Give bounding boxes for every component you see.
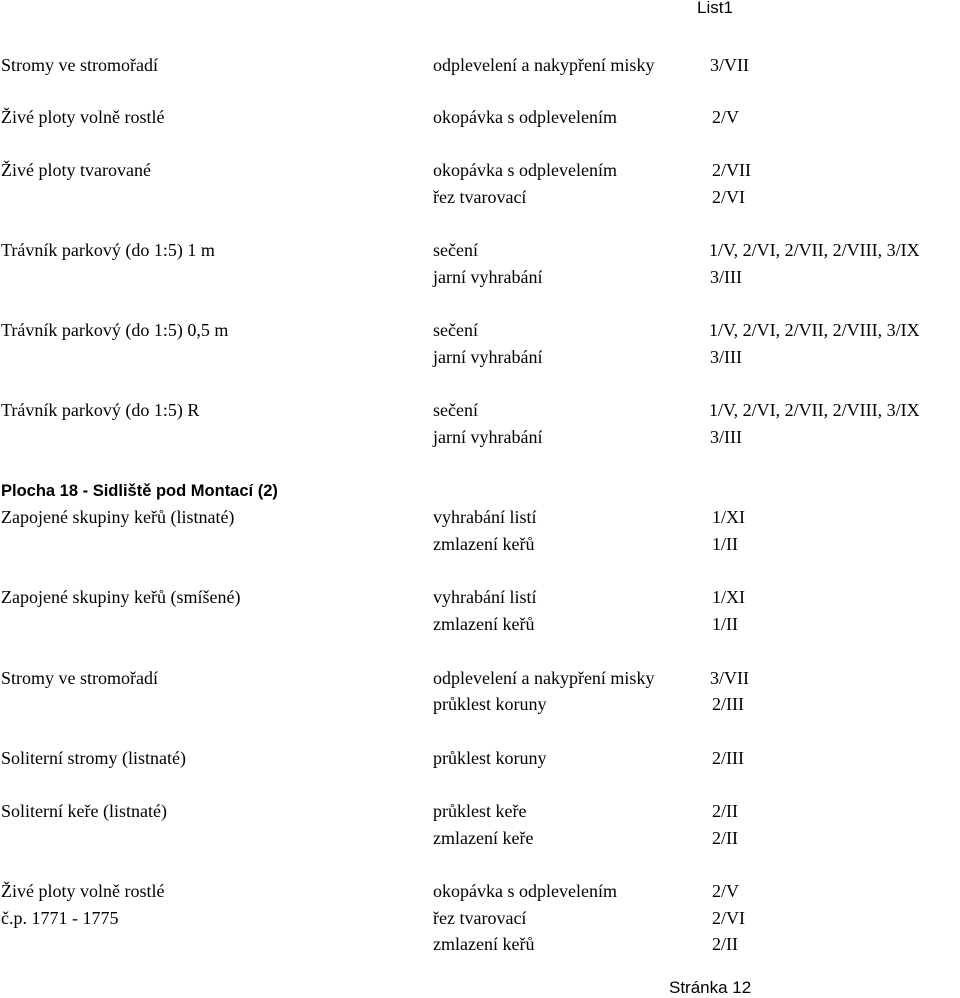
item-name: Živé ploty volně rostlé [1, 107, 165, 127]
schedule: 2/III [712, 748, 744, 768]
table-row [0, 237, 960, 263]
schedule: 2/V [712, 881, 739, 901]
schedule: 1/V, 2/VI, 2/VII, 2/VIII, 3/IX [709, 400, 920, 420]
item-name: Trávník parkový (do 1:5) 0,5 m [1, 320, 229, 340]
work-description: řez tvarovací [433, 187, 527, 207]
schedule: 3/III [710, 267, 742, 287]
schedule: 3/VII [710, 668, 749, 688]
work-description: řez tvarovací [433, 908, 527, 928]
work-description: vyhrabání listí [433, 507, 537, 527]
schedule: 2/II [712, 828, 738, 848]
schedule: 2/VI [712, 187, 745, 207]
table-row [0, 691, 960, 717]
table-row [0, 424, 960, 450]
item-name: Zapojené skupiny keřů (smíšené) [1, 587, 241, 607]
schedule: 2/V [712, 107, 739, 127]
work-description: sečení [433, 240, 478, 260]
table-row [0, 52, 960, 78]
table-row [0, 104, 960, 130]
table-row [0, 825, 960, 851]
work-description: průklest keře [433, 801, 527, 821]
work-description: odplevelení a nakypření misky [433, 668, 655, 688]
table-row [0, 798, 960, 824]
work-description: zmlazení keře [433, 828, 534, 848]
section-heading-row [0, 478, 960, 504]
schedule: 2/III [712, 694, 744, 714]
work-description: jarní vyhrabání [433, 267, 543, 287]
table-row [0, 184, 960, 210]
table-row [0, 344, 960, 370]
page-number: Stránka 12 [669, 978, 752, 997]
table-row [0, 905, 960, 931]
sheet-name: List1 [697, 0, 733, 17]
item-name: Soliterní keře (listnaté) [1, 801, 167, 821]
schedule: 2/VI [712, 908, 745, 928]
table-row [0, 157, 960, 183]
work-description: odplevelení a nakypření misky [433, 55, 655, 75]
schedule: 2/VII [712, 160, 751, 180]
item-name: Stromy ve stromořadí [1, 55, 158, 75]
table-row [0, 531, 960, 557]
schedule: 3/VII [710, 55, 749, 75]
work-description: zmlazení keřů [433, 934, 535, 954]
item-name: Stromy ve stromořadí [1, 668, 158, 688]
table-row [0, 611, 960, 637]
table-row [0, 317, 960, 343]
work-description: průklest koruny [433, 748, 547, 768]
table-row [0, 504, 960, 530]
item-name: Živé ploty tvarované [1, 160, 151, 180]
work-description: průklest koruny [433, 694, 547, 714]
work-description: vyhrabání listí [433, 587, 537, 607]
item-name: Zapojené skupiny keřů (listnaté) [1, 507, 235, 527]
schedule: 1/V, 2/VI, 2/VII, 2/VIII, 3/IX [709, 240, 920, 260]
item-name: Živé ploty volně rostlé [1, 881, 165, 901]
work-description: jarní vyhrabání [433, 427, 543, 447]
work-description: sečení [433, 320, 478, 340]
schedule: 1/V, 2/VI, 2/VII, 2/VIII, 3/IX [709, 320, 920, 340]
schedule: 3/III [710, 347, 742, 367]
table-row [0, 878, 960, 904]
table-row [0, 264, 960, 290]
item-name: č.p. 1771 - 1775 [1, 908, 119, 928]
work-description: okopávka s odplevelením [433, 160, 617, 180]
work-description: jarní vyhrabání [433, 347, 543, 367]
table-row [0, 397, 960, 423]
schedule: 1/II [712, 614, 738, 634]
table-row [0, 584, 960, 610]
work-description: okopávka s odplevelením [433, 107, 617, 127]
schedule: 2/II [712, 801, 738, 821]
schedule: 3/III [710, 427, 742, 447]
schedule: 1/II [712, 534, 738, 554]
table-row [0, 931, 960, 957]
work-description: sečení [433, 400, 478, 420]
table-row [0, 665, 960, 691]
work-description: okopávka s odplevelením [433, 881, 617, 901]
table-row [0, 745, 960, 771]
item-name: Trávník parkový (do 1:5) R [1, 400, 200, 420]
work-description: zmlazení keřů [433, 614, 535, 634]
work-description: zmlazení keřů [433, 534, 535, 554]
item-name: Soliterní stromy (listnaté) [1, 748, 186, 768]
schedule: 1/XI [712, 507, 745, 527]
section-heading: Plocha 18 - Sidliště pod Montací (2) [1, 482, 278, 500]
schedule: 1/XI [712, 587, 745, 607]
schedule: 2/II [712, 934, 738, 954]
item-name: Trávník parkový (do 1:5) 1 m [1, 240, 215, 260]
